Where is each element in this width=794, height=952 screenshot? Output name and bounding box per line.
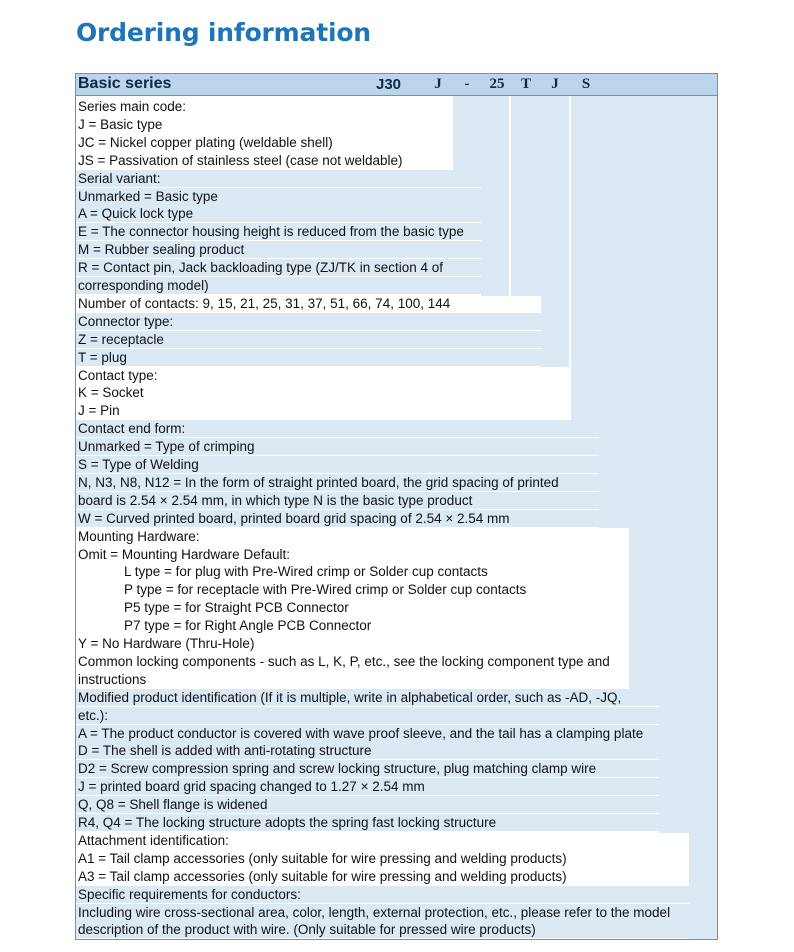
table-row (76, 277, 481, 294)
header-symbol: S (581, 76, 591, 92)
row-text: Y = No Hardware (Thru-Hole) (78, 636, 255, 651)
table-row (76, 778, 659, 795)
header-code: J30 (376, 76, 402, 93)
table-row (76, 599, 629, 616)
column-bar-serial-variant (481, 74, 509, 296)
column-bar-modified (659, 74, 689, 833)
header-symbol: J (434, 76, 442, 92)
table-row (76, 707, 659, 724)
row-text: Common locking components - such as L, K, P, etc., see the locking component type and (78, 653, 610, 669)
table-row (76, 671, 629, 688)
table-row (76, 832, 689, 849)
row-text: Connector type: (78, 313, 174, 329)
row-text: J = Basic type (78, 116, 163, 132)
row-text: Unmarked = Type of crimping (78, 439, 255, 455)
table-row (76, 456, 599, 473)
row-text: S = Type of Welding (78, 457, 199, 472)
row-text: board is 2.54 × 2.54 mm, in which type N is the basic type product (78, 492, 473, 508)
table-row (76, 367, 571, 384)
row-text: T = plug (78, 349, 127, 365)
header-symbol: T (520, 76, 531, 92)
table-row (76, 241, 481, 258)
row-text: Serial variant: (78, 170, 161, 186)
table-row (76, 259, 481, 276)
row-text: Q, Q8 = Shell flange is widened (78, 797, 268, 813)
header-symbol: J (551, 76, 559, 92)
row-text: etc.): (78, 707, 109, 723)
column-bar-contact-end (599, 74, 629, 528)
table-row (76, 223, 481, 240)
table-row (76, 98, 453, 115)
table-row (76, 689, 659, 706)
table-row (76, 313, 541, 330)
table-row (76, 653, 629, 670)
row-text: L type = for plug with Pre-Wired crimp or Solder cup contacts (124, 564, 488, 580)
row-text: Contact type: (78, 367, 158, 383)
row-text: Omit = Mounting Hardware Default: (78, 546, 290, 562)
column-bar-connector-type (541, 74, 569, 367)
row-text: P5 type = for Straight PCB Connector (124, 600, 349, 616)
table-row (76, 188, 481, 205)
column-bar-attachment (689, 74, 717, 940)
row-text: JS = Passivation of stainless steel (case not weldable) (78, 152, 403, 168)
table-row (76, 814, 659, 831)
row-text: J = Pin (78, 403, 120, 419)
row-text: Attachment identification: (78, 832, 229, 848)
row-text: R4, Q4 = The locking structure adopts the spring fast locking structure (78, 815, 497, 830)
row-text: D = The shell is added with anti-rotating structure (78, 743, 372, 759)
row-text: description of the product with wire. (Only suitable for pressed wire products) (78, 922, 536, 938)
row-text: K = Socket (78, 385, 144, 401)
row-text: JC = Nickel copper plating (weldable shell) (78, 134, 333, 150)
row-text: Number of contacts: 9, 15, 21, 25, 31, 37, 51, 66, 74, 100, 144 (78, 295, 451, 311)
table-row (76, 581, 629, 598)
table-row (76, 510, 599, 527)
table-row (76, 331, 541, 348)
row-text: R = Contact pin, Jack backloading type (ZJ/TK in section 4 of (78, 260, 444, 276)
row-text: M = Rubber sealing product (78, 242, 245, 258)
table-row (76, 886, 717, 903)
table-row (76, 152, 453, 169)
table-row (76, 904, 717, 921)
table-row (76, 205, 481, 222)
table-row (76, 116, 453, 133)
row-text: corresponding model) (78, 278, 209, 293)
table-row (76, 742, 659, 759)
table-row (76, 349, 541, 366)
table-row (76, 617, 629, 634)
row-text: D2 = Screw compression spring and screw locking structure, plug matching clamp wire (78, 761, 597, 777)
header-row (76, 74, 717, 96)
header-symbol: 25 (489, 76, 505, 92)
table-row (76, 528, 629, 545)
table-row (76, 850, 689, 867)
table-row (76, 760, 659, 777)
row-text: instructions (78, 671, 147, 687)
row-text: Specific requirements for conductors: (78, 886, 301, 902)
table-row (76, 134, 453, 151)
column-bar-contact-type (571, 74, 599, 421)
row-text: N, N3, N8, N12 = In the form of straight printed board, the grid spacing of printed (78, 474, 559, 490)
row-text: A = Quick lock type (78, 206, 194, 222)
header-label: Basic series (78, 75, 172, 92)
row-text: E = The connector housing height is reduced from the basic type (78, 224, 464, 240)
row-text: Modified product identification (If it is multiple, write in alphabetical order, such as -AD, -JQ, (78, 689, 622, 705)
row-text: P7 type = for Right Angle PCB Connector (124, 618, 372, 634)
row-text: A = The product conductor is covered with wave proof sleeve, and the tail has a clamping plate (78, 725, 644, 741)
row-text: Contact end form: (78, 421, 186, 437)
row-text: Unmarked = Basic type (78, 188, 218, 204)
table-row (76, 402, 571, 419)
row-text: Series main code: (78, 99, 187, 114)
ordering-table (75, 73, 718, 940)
row-text: P type = for receptacle with Pre-Wired crimp or Solder cup contacts (124, 582, 527, 598)
row-text: Including wire cross-sectional area, color, length, external protection, etc., please refer to the model (78, 904, 671, 920)
table-row (76, 796, 659, 813)
table-row (76, 725, 659, 742)
table-row (76, 384, 571, 401)
table-row (76, 474, 599, 491)
row-text: W = Curved printed board, printed board grid spacing of 2.54 × 2.54 mm (78, 510, 510, 526)
table-row (76, 546, 629, 563)
row-text: Z = receptacle (78, 331, 164, 347)
table-row (76, 868, 689, 885)
page-title: Ordering information (76, 18, 371, 47)
row-text: A3 = Tail clamp accessories (only suitable for wire pressing and welding products) (78, 868, 567, 884)
table-row (76, 420, 599, 437)
table-row (76, 635, 629, 652)
row-text: A1 = Tail clamp accessories (only suitable for wire pressing and welding products) (78, 850, 567, 866)
header-symbol: - (464, 76, 470, 92)
column-bar-mounting (629, 74, 659, 689)
column-bar-contacts (511, 74, 541, 296)
table-row (76, 438, 599, 455)
table-row (76, 170, 481, 187)
row-text: J = printed board grid spacing changed to 1.27 × 2.54 mm (78, 779, 425, 795)
table-row (76, 563, 629, 580)
table-row (76, 921, 717, 938)
table-row (76, 295, 481, 312)
row-text: Mounting Hardware: (78, 528, 200, 544)
table-row (76, 492, 599, 509)
